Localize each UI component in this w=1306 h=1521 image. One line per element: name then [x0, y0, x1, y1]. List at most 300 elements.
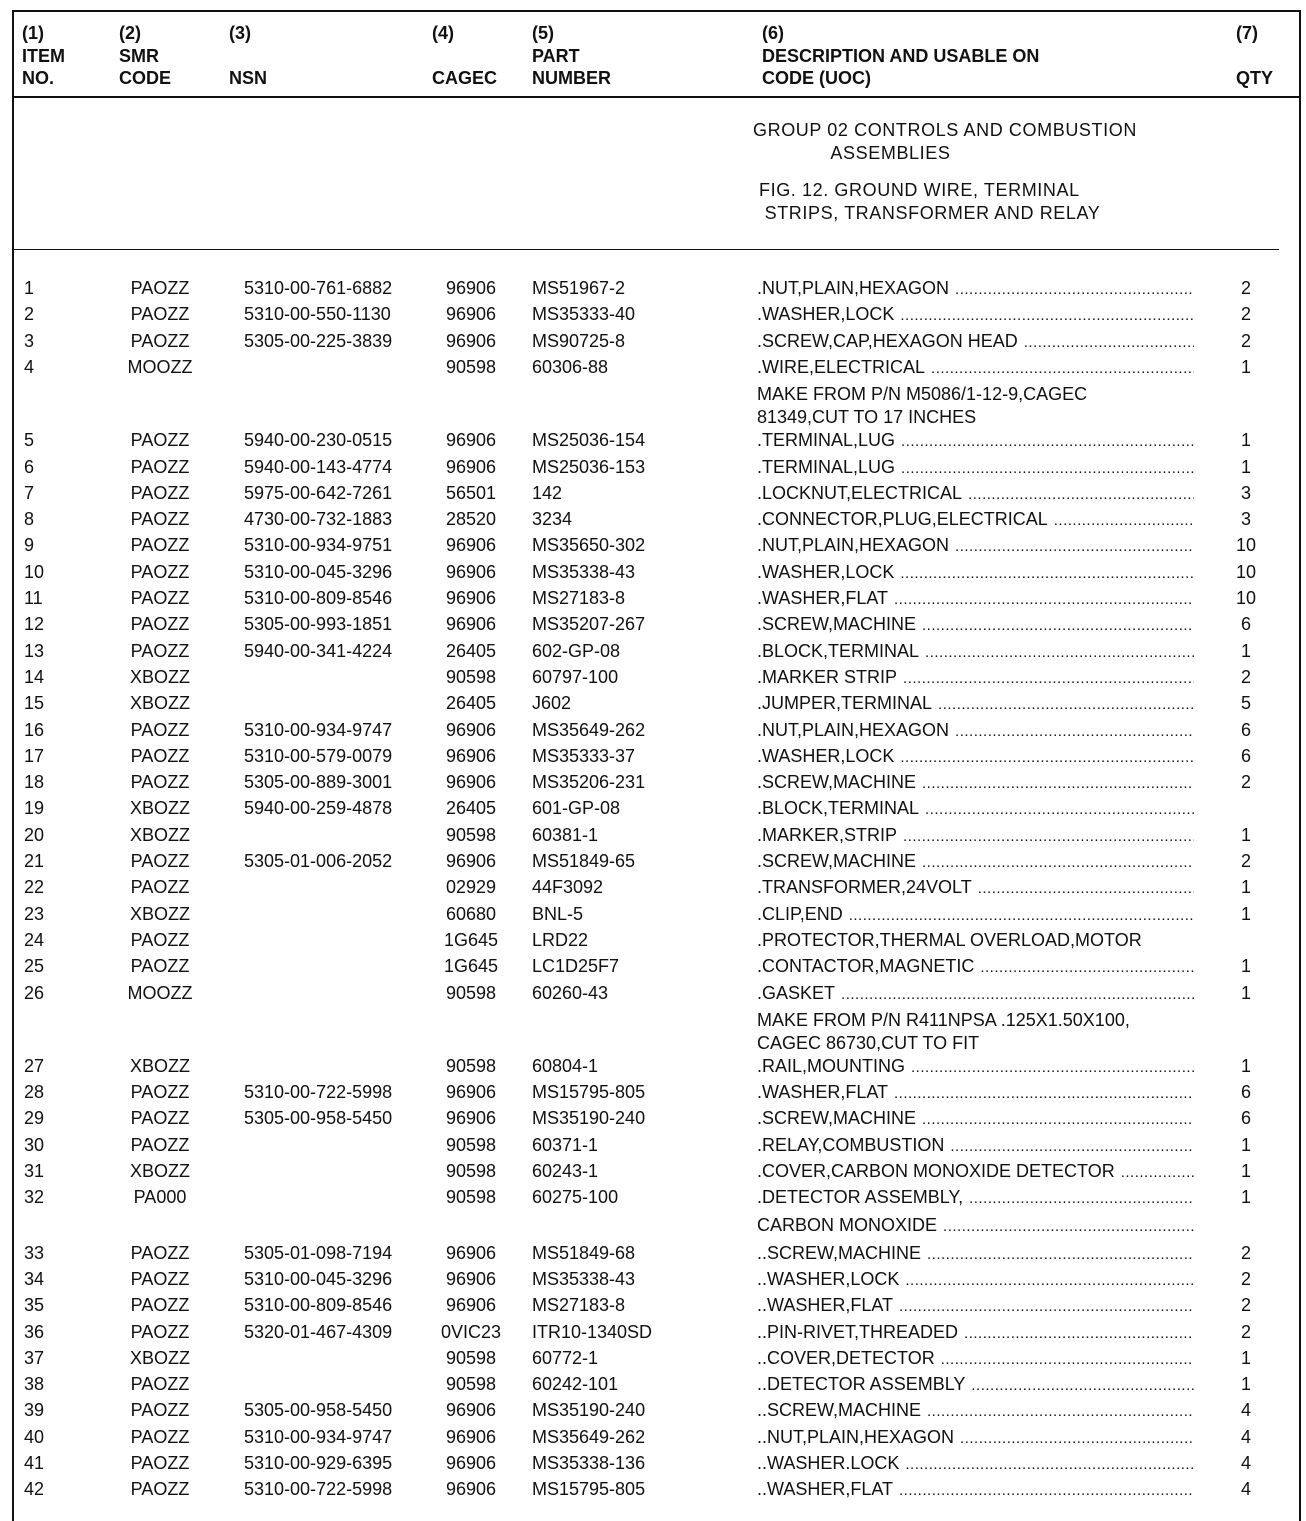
item-number: 34: [24, 1268, 45, 1289]
cagec: 90598: [445, 1374, 497, 1395]
item-number: 21: [24, 851, 45, 871]
description-text: .SCREW,MACHINE: [757, 851, 917, 871]
header-rule: [12, 96, 1301, 98]
quantity: 10: [1235, 588, 1257, 608]
smr-code: PAOZZ: [130, 877, 190, 898]
description-text: .RELAY,COMBUSTION: [757, 1134, 945, 1155]
make-from-note: MAKE FROM P/N M5086/1-12-9,CAGEC 81349,CUT TO 17 INCHES: [757, 383, 1088, 427]
item-number: 32: [24, 1187, 45, 1208]
nsn: 5305-01-006-2052: [244, 851, 393, 871]
description: [757, 719, 1197, 743]
description-text: .JUMPER,TERMINAL: [757, 693, 933, 714]
item-number: 8: [24, 509, 35, 530]
part-number: 60371-1: [532, 1134, 599, 1155]
part-number: 602-GP-08: [532, 640, 621, 661]
description-text: ..WASHER,LOCK: [757, 1268, 900, 1289]
smr-code: PAOZZ: [130, 1453, 190, 1473]
description-text: .WIRE,ELECTRICAL: [757, 356, 926, 377]
description-text: ..COVER,DETECTOR: [757, 1347, 935, 1368]
description: [757, 1294, 1197, 1318]
part-number: 60260-43: [532, 982, 609, 1003]
description: [757, 929, 1197, 951]
description: [757, 277, 1197, 301]
quantity: 2: [1240, 1268, 1251, 1289]
item-number: 42: [24, 1479, 45, 1500]
cagec: 26405: [445, 640, 497, 661]
item-number: 33: [24, 1242, 45, 1263]
cagec: 96906: [445, 614, 497, 635]
item-number: 15: [24, 693, 45, 714]
cagec: 90598: [445, 356, 497, 377]
dot-leader: [922, 1109, 1194, 1131]
smr-code: XBOZZ: [129, 1055, 190, 1076]
description: [757, 1186, 1197, 1238]
part-number: LRD22: [532, 929, 589, 950]
dot-leader: [905, 1454, 1194, 1476]
dot-leader: [911, 1057, 1194, 1079]
quantity: 1: [1240, 1134, 1251, 1155]
dot-leader: [894, 589, 1194, 611]
item-number: 24: [24, 929, 45, 950]
description: [757, 1160, 1197, 1184]
description: [757, 640, 1197, 664]
description: [757, 1347, 1197, 1371]
description: [757, 561, 1197, 585]
nsn: 5310-00-809-8546: [244, 1295, 393, 1316]
smr-code: PAOZZ: [130, 509, 190, 530]
group-title: GROUP 02 CONTROLS AND COMBUSTION ASSEMBLIES: [753, 120, 1137, 163]
description: [757, 1399, 1197, 1423]
cagec: 96906: [445, 430, 497, 451]
item-number: 41: [24, 1453, 45, 1473]
cagec: 90598: [445, 1134, 497, 1155]
item-number: 39: [24, 1400, 45, 1421]
description-text: .TERMINAL,LUG: [757, 430, 896, 451]
description: [757, 303, 1197, 327]
item-number: 19: [24, 798, 45, 819]
smr-code: MOOZZ: [127, 356, 193, 377]
dot-leader: [1121, 1162, 1194, 1184]
nsn: 5940-00-259-4878: [244, 798, 393, 819]
smr-code: PAOZZ: [130, 430, 190, 451]
cagec: 90598: [445, 1055, 497, 1076]
description-text: .TERMINAL,LUG: [757, 456, 896, 477]
cagec: 26405: [445, 693, 497, 714]
part-number: MS35649-262: [532, 1426, 646, 1447]
quantity: 10: [1235, 561, 1257, 582]
dot-leader: [899, 1296, 1194, 1318]
cagec: 96906: [445, 1108, 497, 1129]
quantity: 1: [1240, 903, 1251, 924]
quantity: 1: [1240, 1374, 1251, 1395]
quantity: 2: [1240, 1321, 1251, 1342]
dot-leader: [922, 852, 1194, 874]
cagec: 0VIC23: [440, 1321, 502, 1342]
quantity: 1: [1240, 1187, 1251, 1208]
quantity: 6: [1240, 745, 1251, 766]
smr-code: PAOZZ: [130, 1134, 190, 1155]
part-number: 44F3092: [532, 877, 604, 898]
cagec: 96906: [445, 1242, 497, 1263]
cagec: 96906: [445, 456, 497, 477]
quantity: 4: [1240, 1453, 1251, 1473]
smr-code: XBOZZ: [129, 798, 190, 819]
description: [757, 955, 1197, 979]
quantity: 1: [1240, 456, 1251, 477]
item-number: 18: [24, 772, 45, 793]
description-text: .NUT,PLAIN,HEXAGON: [757, 278, 950, 298]
description-text: .COVER,CARBON MONOXIDE DETECTOR: [757, 1161, 1115, 1181]
smr-code: PAOZZ: [130, 1400, 190, 1421]
dot-leader: [955, 279, 1194, 301]
part-number: MS51967-2: [532, 278, 626, 298]
description: [757, 330, 1197, 354]
nsn: 5305-00-993-1851: [244, 614, 393, 635]
part-number: MS35338-43: [532, 561, 636, 582]
item-number: 40: [24, 1426, 45, 1447]
header-part-number: (5) PART NUMBER: [532, 23, 611, 88]
dot-leader: [925, 642, 1194, 664]
description-text: .SCREW,MACHINE: [757, 614, 917, 635]
nsn: 5940-00-143-4774: [244, 456, 393, 477]
item-number: 36: [24, 1321, 45, 1342]
smr-code: PAOZZ: [130, 929, 190, 950]
nsn: 5310-00-722-5998: [244, 1479, 393, 1500]
quantity: 2: [1240, 330, 1251, 351]
part-number: MS15795-805: [532, 1082, 646, 1103]
dot-leader: [955, 721, 1194, 743]
dot-leader: [971, 1375, 1194, 1397]
item-number: 6: [24, 456, 35, 477]
dot-leader: [938, 694, 1194, 716]
cagec: 90598: [445, 824, 497, 845]
part-number: 60243-1: [532, 1161, 599, 1181]
item-number: 30: [24, 1134, 45, 1155]
item-number: 29: [24, 1108, 45, 1129]
description: [757, 850, 1197, 874]
description-text: .CLIP,END: [757, 903, 843, 924]
nsn: 5305-01-098-7194: [244, 1242, 393, 1263]
quantity: 4: [1240, 1426, 1251, 1447]
make-from-note: MAKE FROM P/N R411NPSA .125X1.50X100, CAGEC 86730,CUT TO FIT: [757, 1009, 1130, 1053]
cagec: 96906: [445, 1426, 497, 1447]
smr-code: PAOZZ: [130, 614, 190, 635]
title-rule: [12, 249, 1279, 250]
part-number: MS25036-153: [532, 456, 646, 477]
nsn: 5310-00-809-8546: [244, 588, 393, 608]
nsn: 5940-00-230-0515: [244, 430, 393, 451]
smr-code: PAOZZ: [130, 330, 190, 351]
smr-code: PAOZZ: [130, 1295, 190, 1316]
dot-leader: [1054, 510, 1194, 532]
item-number: 38: [24, 1374, 45, 1395]
description: [757, 876, 1197, 900]
smr-code: XBOZZ: [129, 903, 190, 924]
part-number: MS35338-43: [532, 1268, 636, 1289]
description: [757, 482, 1197, 506]
header-qty: (7) QTY: [1236, 23, 1274, 88]
item-number: 26: [24, 982, 45, 1003]
description-text: ..WASHER,FLAT: [757, 1479, 894, 1500]
description: [757, 1478, 1197, 1502]
smr-code: PAOZZ: [130, 745, 190, 766]
part-number: J602: [532, 693, 572, 714]
header-cagec: (4) CAGEC: [432, 23, 498, 88]
part-number: 60804-1: [532, 1055, 599, 1076]
nsn: 5310-00-929-6395: [244, 1453, 393, 1473]
description: [757, 534, 1197, 558]
description-text: .WASHER,FLAT: [757, 1082, 889, 1103]
description-text: .BLOCK,TERMINAL: [757, 640, 920, 661]
cagec: 60680: [445, 903, 497, 924]
description-text: .RAIL,MOUNTING: [757, 1055, 906, 1076]
nsn: 5310-00-550-1130: [244, 304, 391, 325]
dot-leader: [901, 458, 1194, 480]
description: [757, 1107, 1197, 1131]
description: [757, 745, 1197, 769]
smr-code: PAOZZ: [130, 304, 190, 325]
description-text: ..SCREW,MACHINE: [757, 1242, 922, 1263]
part-number: MS35650-302: [532, 535, 646, 556]
description-text: ..PIN-RIVET,THREADED: [757, 1321, 959, 1342]
dot-leader: [901, 431, 1194, 453]
description-text: .PROTECTOR,THERMAL OVERLOAD,MOTOR: [757, 929, 1142, 950]
part-number: MS90725-8: [532, 330, 626, 351]
quantity: 1: [1240, 956, 1251, 977]
dot-leader: [900, 747, 1194, 769]
cagec: 96906: [445, 278, 497, 298]
dot-leader: [968, 484, 1194, 506]
item-number: 14: [24, 666, 45, 687]
smr-code: XBOZZ: [129, 824, 190, 845]
nsn: 5310-00-761-6882: [244, 278, 393, 298]
dot-leader: [849, 905, 1194, 927]
cagec: 28520: [445, 509, 497, 530]
dot-leader: [925, 799, 1194, 821]
cagec: 56501: [445, 482, 497, 503]
description: [757, 903, 1197, 927]
quantity: 3: [1240, 509, 1251, 530]
quantity: 1: [1240, 824, 1251, 845]
cagec: 1G645: [443, 956, 499, 977]
cagec: 96906: [445, 719, 497, 740]
nsn: 5310-00-934-9751: [244, 535, 393, 556]
nsn: 5310-00-722-5998: [244, 1082, 393, 1103]
smr-code: PAOZZ: [130, 1321, 190, 1342]
item-number: 2: [24, 304, 35, 325]
quantity: 1: [1240, 1055, 1251, 1076]
quantity: 2: [1240, 1295, 1251, 1316]
part-number: MS35649-262: [532, 719, 646, 740]
cagec: 02929: [445, 877, 497, 898]
description-text: .MARKER STRIP: [757, 666, 898, 687]
item-number: 31: [24, 1161, 45, 1181]
description-text: ..DETECTOR ASSEMBLY: [757, 1374, 966, 1395]
dot-leader: [903, 668, 1194, 690]
item-number: 27: [24, 1055, 45, 1076]
dot-leader: [841, 984, 1194, 1006]
description-text: .NUT,PLAIN,HEXAGON: [757, 719, 950, 740]
description: [757, 824, 1197, 848]
part-number: 601-GP-08: [532, 798, 621, 819]
part-number: MS25036-154: [532, 430, 646, 451]
description-text: .LOCKNUT,ELECTRICAL: [757, 482, 963, 503]
nsn: 5305-00-889-3001: [244, 772, 393, 793]
quantity: 6: [1240, 719, 1251, 740]
part-number: 60306-88: [532, 356, 609, 377]
quantity: 6: [1240, 1108, 1251, 1129]
item-number: 28: [24, 1082, 45, 1103]
dot-leader: [1024, 332, 1194, 354]
dot-leader: [980, 957, 1194, 979]
description: [757, 456, 1197, 480]
part-number: 3234: [532, 509, 573, 530]
smr-code: PAOZZ: [130, 1242, 190, 1263]
description-text: .NUT,PLAIN,HEXAGON: [757, 535, 950, 556]
item-number: 13: [24, 640, 45, 661]
description-text: .WASHER,LOCK: [757, 745, 895, 766]
description: [757, 587, 1197, 611]
cagec: 96906: [445, 772, 497, 793]
description-text: .WASHER,LOCK: [757, 561, 895, 582]
description: [757, 1134, 1197, 1158]
dot-leader: [978, 878, 1194, 900]
smr-code: XBOZZ: [129, 693, 190, 714]
dot-leader: [894, 1083, 1194, 1105]
item-number: 5: [24, 430, 35, 451]
smr-code: PAOZZ: [130, 719, 190, 740]
description-text: .GASKET: [757, 982, 836, 1003]
part-number: 60381-1: [532, 824, 599, 845]
nsn: 5310-00-579-0079: [244, 745, 393, 766]
header-smr-code: (2) SMR CODE: [119, 23, 172, 88]
cagec: 26405: [445, 798, 497, 819]
smr-code: MOOZZ: [127, 982, 193, 1003]
description: [757, 1242, 1197, 1266]
description: [757, 1268, 1197, 1292]
part-number: MS35207-267: [532, 614, 646, 635]
quantity: 6: [1240, 614, 1251, 635]
part-number: MS51849-65: [532, 851, 636, 871]
header-description: (6) DESCRIPTION AND USABLE ON CODE (UOC): [762, 23, 1040, 88]
description: [757, 797, 1197, 821]
dot-leader: [903, 826, 1194, 848]
left-border: [12, 10, 14, 1521]
smr-code: PAOZZ: [130, 1082, 190, 1103]
header-nsn: (3) NSN: [229, 23, 268, 88]
quantity: 2: [1240, 304, 1251, 325]
smr-code: PAOZZ: [130, 851, 190, 871]
part-number: MS35333-40: [532, 304, 636, 325]
description: [757, 1426, 1197, 1450]
nsn: 5310-00-045-3296: [244, 1268, 393, 1289]
description: [757, 982, 1197, 1055]
item-number: 17: [24, 745, 45, 766]
quantity: 5: [1240, 693, 1251, 714]
cagec: 90598: [445, 1187, 497, 1208]
smr-code: XBOZZ: [129, 666, 190, 687]
part-number: 142: [532, 482, 563, 503]
description: [757, 666, 1197, 690]
description-text: .BLOCK,TERMINAL: [757, 798, 920, 819]
cagec: 96906: [445, 1268, 497, 1289]
item-number: 1: [24, 278, 35, 298]
top-border: [12, 10, 1301, 12]
part-number: MS51849-68: [532, 1242, 636, 1263]
part-number: MS35206-231: [532, 772, 646, 793]
smr-code: XBOZZ: [129, 1161, 190, 1181]
dot-leader: [927, 1401, 1194, 1423]
part-number: 60275-100: [532, 1187, 619, 1208]
quantity: 1: [1240, 982, 1251, 1003]
dot-leader: [960, 1428, 1194, 1450]
quantity: 1: [1240, 640, 1251, 661]
dot-leader: [969, 1188, 1194, 1210]
part-number: MS27183-8: [532, 588, 626, 608]
quantity: 2: [1240, 851, 1251, 871]
description-text: .WASHER,LOCK: [757, 304, 895, 325]
cagec: 1G645: [443, 929, 499, 950]
item-number: 23: [24, 903, 45, 924]
item-number: 16: [24, 719, 45, 740]
right-border: [1299, 10, 1301, 1521]
part-number: MS35190-240: [532, 1108, 646, 1129]
description: [757, 771, 1197, 795]
smr-code: PAOZZ: [130, 956, 190, 977]
item-number: 11: [24, 588, 43, 608]
description-text: .TRANSFORMER,24VOLT: [757, 877, 972, 898]
smr-code: PAOZZ: [130, 1374, 190, 1395]
description-text: .CONTACTOR,MAGNETIC: [757, 956, 975, 977]
item-number: 35: [24, 1295, 45, 1316]
part-number: LC1D25F7: [532, 956, 620, 977]
dot-leader: [950, 1136, 1194, 1158]
quantity: 1: [1240, 1347, 1251, 1368]
description-text: .DETECTOR ASSEMBLY,: [757, 1187, 964, 1208]
part-number: BNL-5: [532, 903, 584, 924]
smr-code: PAOZZ: [130, 588, 190, 608]
smr-code: PAOZZ: [130, 456, 190, 477]
item-number: 37: [24, 1347, 45, 1368]
smr-code: PAOZZ: [130, 1268, 190, 1289]
cagec: 90598: [445, 1161, 497, 1181]
description-text: .SCREW,CAP,HEXAGON HEAD: [757, 330, 1018, 351]
smr-code: PAOZZ: [130, 482, 190, 503]
item-number: 22: [24, 877, 45, 898]
cagec: 96906: [445, 330, 497, 351]
nsn: 5310-00-934-9747: [244, 1426, 393, 1447]
description-text: .MARKER,STRIP: [757, 824, 898, 845]
cagec: 96906: [445, 1295, 497, 1316]
item-number: 4: [24, 356, 35, 377]
part-number: ITR10-1340SD: [532, 1321, 653, 1342]
dot-leader: [964, 1323, 1194, 1345]
smr-code: PAOZZ: [130, 772, 190, 793]
nsn: 5305-00-958-5450: [244, 1400, 393, 1421]
description: [757, 692, 1197, 716]
description-text: ..WASHER.LOCK: [757, 1453, 900, 1473]
item-number: 12: [24, 614, 45, 635]
item-number: 7: [24, 482, 35, 503]
nsn: 5975-00-642-7261: [244, 482, 393, 503]
item-number: 9: [24, 535, 35, 556]
cagec: 90598: [445, 666, 497, 687]
smr-code: PA000: [133, 1187, 187, 1208]
part-number: MS35338-136: [532, 1453, 646, 1473]
description-text: .SCREW,MACHINE: [757, 1108, 917, 1129]
part-number: MS35190-240: [532, 1400, 646, 1421]
quantity: 1: [1240, 1161, 1251, 1181]
